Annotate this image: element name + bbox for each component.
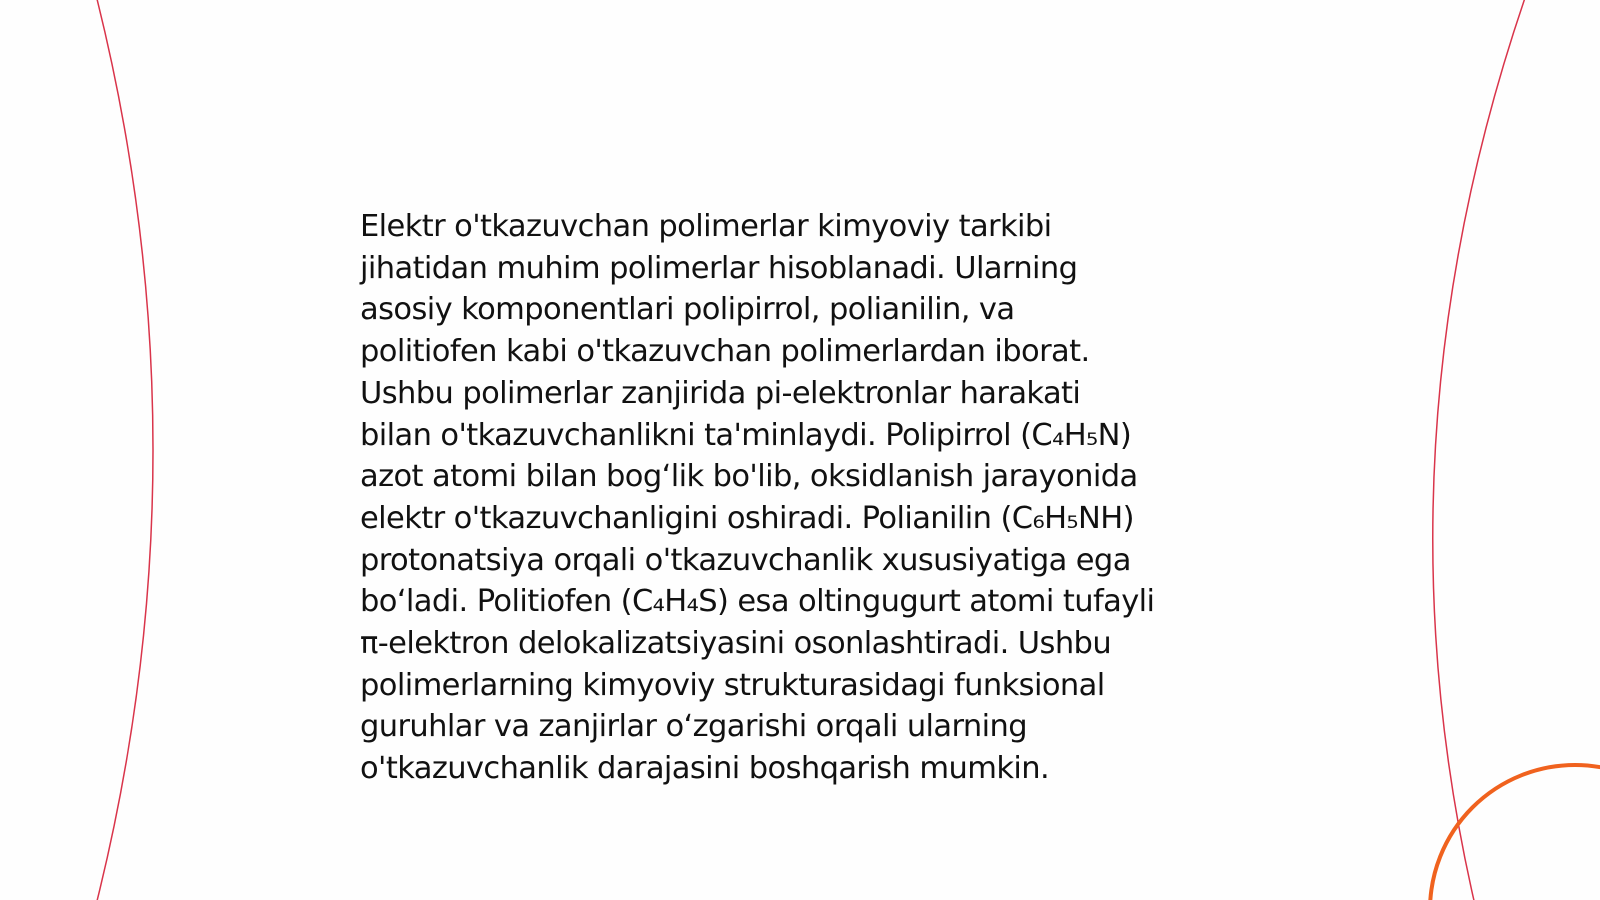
right-decorative-arc xyxy=(1433,0,1526,900)
paragraph-line: Elektr o'tkazuvchan polimerlar kimyoviy tarkibi xyxy=(360,209,1052,244)
paragraph-line: bilan o'tkazuvchanlikni ta'minlaydi. Polipirrol (C₄H₅N) xyxy=(360,417,1132,453)
paragraph-line: azot atomi bilan bog‘lik bo'lib, oksidlanish jarayonida xyxy=(360,459,1138,495)
paragraph-line: polimerlarning kimyoviy strukturasidagi funksional xyxy=(360,667,1105,703)
paragraph-line: Ushbu polimerlar zanjirida pi-elektronlar harakati xyxy=(360,375,1081,411)
paragraph-line: π-elektron delokalizatsiyasini osonlashtiradi. Ushbu xyxy=(360,626,1112,662)
paragraph-line: bo‘ladi. Politiofen (C₄H₄S) esa oltingugurt atomi tufayli xyxy=(360,584,1155,620)
paragraph-line: politiofen kabi o'tkazuvchan polimerlardan iborat. xyxy=(360,334,1090,370)
body-paragraph xyxy=(360,206,1245,790)
paragraph-line: guruhlar va zanjirlar o‘zgarishi orqali ularning xyxy=(360,709,1028,745)
paragraph-line: jihatidan muhim polimerlar hisoblanadi. Ularning xyxy=(360,250,1078,286)
paragraph-line: protonatsiya orqali o'tkazuvchanlik xususiyatiga ega xyxy=(360,542,1131,578)
paragraph-line: elektr o'tkazuvchanligini oshiradi. Polianilin (C₆H₅NH) xyxy=(360,500,1134,536)
paragraph-line: asosiy komponentlari polipirrol, polianilin, va xyxy=(360,292,1015,328)
paragraph-line: o'tkazuvchanlik darajasini boshqarish mumkin. xyxy=(360,751,1050,787)
orange-decorative-circle xyxy=(1430,765,1600,900)
left-decorative-arc xyxy=(96,0,153,900)
